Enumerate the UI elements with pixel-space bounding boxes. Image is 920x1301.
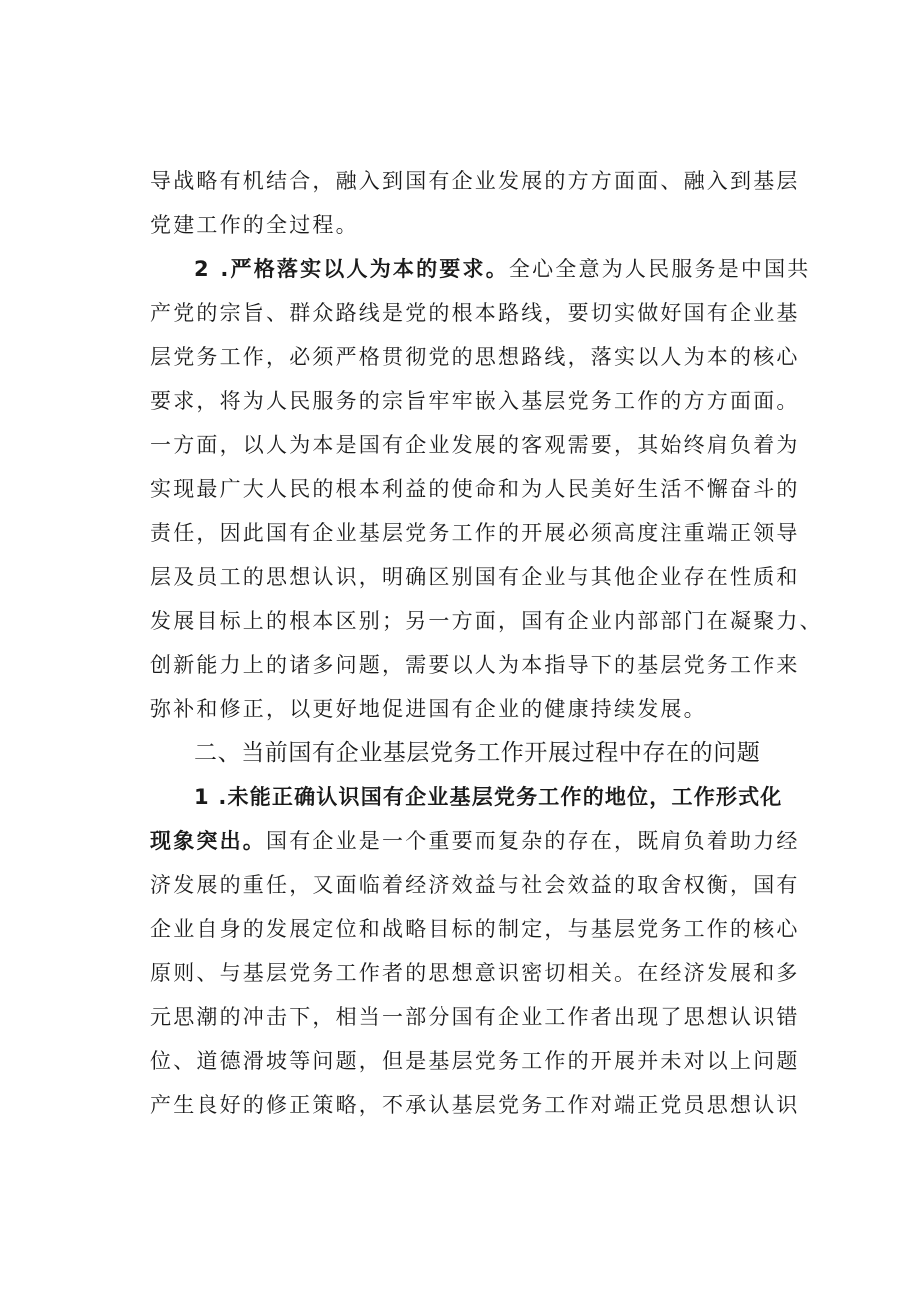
paragraph-line: 创新能力上的诸多问题，需要以人为本指导下的基层党务工作来: [150, 653, 800, 677]
paragraph-text: 国有企业是一个重要而复杂的存在，既肩负着助力经: [266, 829, 800, 853]
paragraph-line: 导战略有机结合，融入到国有企业发展的方方面面、融入到基层: [150, 169, 800, 193]
paragraph-line: 实现最广大人民的根本利益的使命和为人民美好生活不懈奋斗的: [150, 477, 800, 501]
paragraph-line: 弥补和修正，以更好地促进国有企业的健康持续发展。: [150, 697, 707, 721]
paragraph-line: [194, 247, 814, 291]
subsection-title: 现象突出。: [150, 829, 266, 853]
paragraph-line: 党建工作的全过程。: [150, 213, 359, 237]
subsection-title: 1 .未能正确认识国有企业基层党务工作的地位，工作形式化: [194, 785, 783, 809]
paragraph-line: 发展目标上的根本区别；另一方面，国有企业内部部门在凝聚力、: [150, 609, 823, 633]
paragraph-line: 层及员工的思想认识，明确区别国有企业与其他企业存在性质和: [150, 565, 800, 589]
paragraph-text: 全心全意为人民服务是中国共: [508, 257, 811, 281]
paragraph-line: 位、道德滑坡等问题，但是基层党务工作的开展并未对以上问题: [150, 1049, 800, 1073]
paragraph-line: 元思潮的冲击下，相当一部分国有企业工作者出现了思想认识错: [150, 1005, 800, 1029]
subsection-title: 2 .严格落实以人为本的要求。: [194, 257, 509, 281]
paragraph-line: 要求，将为人民服务的宗旨牢牢嵌入基层党务工作的方方面面。: [150, 389, 800, 413]
paragraph-line: 层党务工作，必须严格贯彻党的思想路线，落实以人为本的核心: [150, 345, 800, 369]
paragraph-line: 原则、与基层党务工作者的思想意识密切相关。在经济发展和多: [150, 961, 800, 985]
paragraph-line: [194, 775, 814, 819]
paragraph-line: [150, 819, 810, 863]
section-heading: 二、当前国有企业基层党务工作开展过程中存在的问题: [194, 740, 761, 766]
paragraph-line: 企业自身的发展定位和战略目标的制定，与基层党务工作的核心: [150, 917, 800, 941]
paragraph-line: 产党的宗旨、群众路线是党的根本路线，要切实做好国有企业基: [150, 301, 800, 325]
paragraph-line: 产生良好的修正策略，不承认基层党务工作对端正党员思想认识: [150, 1093, 800, 1117]
paragraph-line: 济发展的重任，又面临着经济效益与社会效益的取舍权衡，国有: [150, 873, 800, 897]
paragraph-line: 责任，因此国有企业基层党务工作的开展必须高度注重端正领导: [150, 521, 800, 545]
paragraph-line: 一方面，以人为本是国有企业发展的客观需要，其始终肩负着为: [150, 433, 800, 457]
